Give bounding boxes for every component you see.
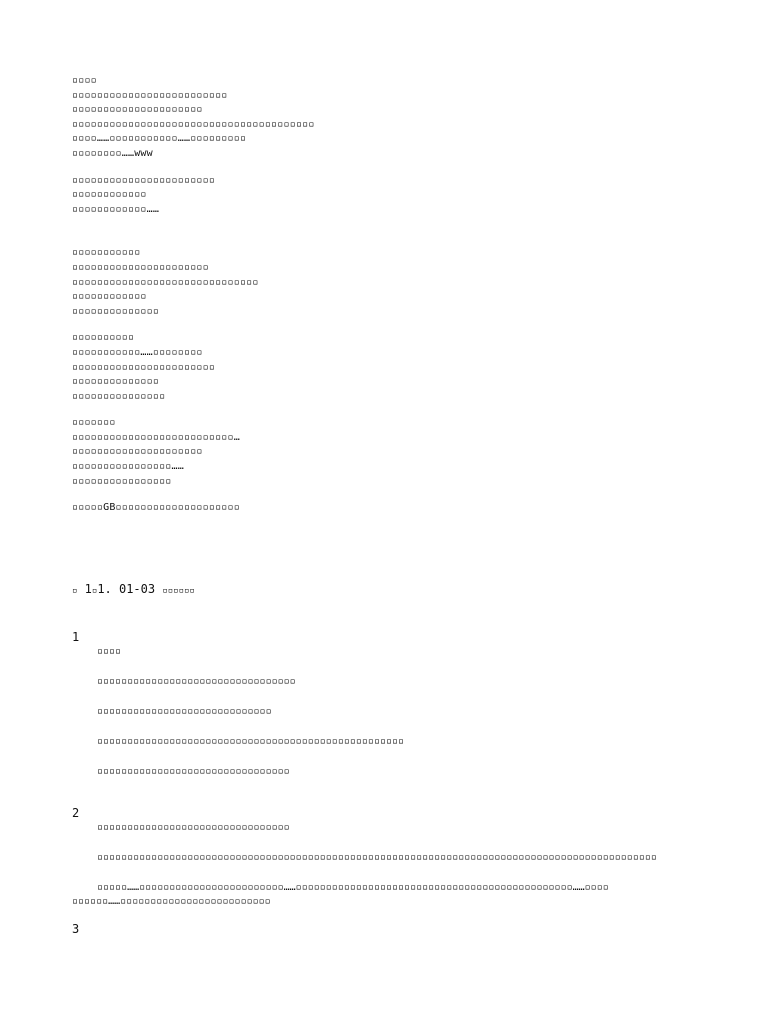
- text-line: ▫▫▫▫▫▫▫▫▫▫▫▫▫▫▫▫▫▫▫▫▫▫▫▫▫▫▫▫▫▫: [72, 276, 259, 288]
- intro-block-5: [72, 416, 712, 489]
- intro-block-2: [72, 174, 712, 218]
- intro-block-1: [72, 74, 712, 162]
- text-line: ▫▫▫▫▫▫▫▫▫▫▫▫: [72, 291, 147, 303]
- text-line: ▫▫▫▫……▫▫▫▫▫▫▫▫▫▫▫……▫▫▫▫▫▫▫▫▫: [72, 133, 247, 145]
- text-line: ▫▫▫▫▫▫▫▫▫▫▫▫▫▫: [72, 376, 160, 388]
- chapter-title: ▫▫▫▫▫▫: [162, 585, 195, 596]
- text-line: ▫▫▫▫▫▫▫▫▫▫▫▫▫▫▫▫: [72, 475, 172, 487]
- list-item: [72, 805, 712, 909]
- text-line: ▫▫▫▫▫▫▫▫▫▫▫▫▫▫: [72, 305, 160, 317]
- text-line: ▫▫▫▫▫▫▫▫▫▫▫▫……: [72, 203, 160, 215]
- text-line: ▫▫▫▫▫▫▫▫▫▫▫▫▫▫▫▫▫▫▫▫▫▫▫: [72, 174, 216, 186]
- text-line: ▫▫▫▫▫▫▫▫▫▫▫▫▫▫▫▫▫▫▫▫▫▫▫: [72, 361, 216, 373]
- item-text: ▫▫▫▫▫▫▫▫▫▫▫▫▫▫▫▫▫▫▫▫▫▫▫▫▫▫▫▫▫▫▫▫▫▫▫▫▫▫▫▫▫▫▫▫▫▫▫▫▫▫▫: [97, 735, 405, 747]
- standard-note: ▫▫▫▫▫GB▫▫▫▫▫▫▫▫▫▫▫▫▫▫▫▫▫▫▫▫: [72, 502, 240, 514]
- document-page: [72, 74, 712, 937]
- item-number: 1: [72, 629, 80, 644]
- list-item: [72, 921, 712, 937]
- text-line: ▫▫▫▫▫▫▫▫▫▫▫: [72, 247, 141, 259]
- text-line: ▫▫▫▫▫▫▫▫▫▫▫▫▫▫▫▫▫▫▫▫▫: [72, 446, 203, 458]
- item-text: ▫▫▫▫▫……▫▫▫▫▫▫▫▫▫▫▫▫▫▫▫▫▫▫▫▫▫▫▫▫……▫▫▫▫▫▫▫▫▫▫▫▫▫▫▫▫▫▫▫▫▫▫▫▫▫▫▫▫▫▫▫▫▫▫▫▫▫▫▫▫▫▫▫▫▫▫……▫▫▫▫: [97, 881, 609, 893]
- item-heading: ▫▫▫▫: [97, 645, 122, 657]
- text-line: ▫▫▫▫: [72, 75, 97, 86]
- text-line: ▫▫▫▫▫▫▫: [72, 417, 116, 429]
- text-line: ▫▫▫▫▫▫▫▫▫▫: [72, 332, 135, 344]
- text-line: ▫▫▫▫▫▫▫▫▫▫▫▫▫▫▫▫▫▫▫▫▫▫▫▫▫: [72, 89, 228, 101]
- text-line: ▫▫▫▫▫▫▫▫……www: [72, 147, 153, 159]
- text-line: ▫▫▫▫▫▫▫▫▫▫▫……▫▫▫▫▫▫▫▫: [72, 346, 203, 358]
- chapter-code: 1. 01-03: [97, 581, 156, 596]
- text-line: ▫▫▫▫▫▫▫▫▫▫▫▫▫▫▫▫▫▫▫▫▫▫▫▫▫▫…: [72, 431, 240, 443]
- item-text-continued: ▫▫▫▫▫▫……▫▫▫▫▫▫▫▫▫▫▫▫▫▫▫▫▫▫▫▫▫▫▫▫▫: [72, 895, 271, 907]
- chapter-number: 1: [84, 581, 92, 596]
- item-text: ▫▫▫▫▫▫▫▫▫▫▫▫▫▫▫▫▫▫▫▫▫▫▫▫▫▫▫▫▫▫▫▫▫: [97, 675, 296, 687]
- text-line: ▫▫▫▫▫▫▫▫▫▫▫▫▫▫▫▫▫▫▫▫▫▫: [72, 261, 209, 273]
- item-text: ▫▫▫▫▫▫▫▫▫▫▫▫▫▫▫▫▫▫▫▫▫▫▫▫▫▫▫▫▫: [97, 705, 272, 717]
- chapter-heading: [72, 581, 712, 599]
- text-line: ▫▫▫▫▫▫▫▫▫▫▫▫▫▫▫▫……: [72, 461, 184, 473]
- item-text: ▫▫▫▫▫▫▫▫▫▫▫▫▫▫▫▫▫▫▫▫▫▫▫▫▫▫▫▫▫▫▫▫▫▫▫▫▫▫▫▫▫▫▫▫▫▫▫▫▫▫▫▫▫▫▫▫▫▫▫▫▫▫▫▫▫▫▫▫▫▫▫▫▫▫▫▫▫▫▫▫▫▫▫▫▫▫▫▫▫▫▫▫▫: [97, 851, 657, 863]
- intro-block-3: [72, 246, 712, 319]
- item-number: 3: [72, 921, 80, 936]
- list-item: [72, 629, 712, 779]
- text-line: ▫▫▫▫▫▫▫▫▫▫▫▫: [72, 189, 147, 201]
- item-number: 2: [72, 805, 80, 820]
- text-line: ▫▫▫▫▫▫▫▫▫▫▫▫▫▫▫: [72, 390, 166, 402]
- intro-block-4: [72, 331, 712, 404]
- item-heading: ▫▫▫▫▫▫▫▫▫▫▫▫▫▫▫▫▫▫▫▫▫▫▫▫▫▫▫▫▫▫▫▫: [97, 821, 290, 833]
- chapter-prefix: ▫: [72, 585, 78, 596]
- text-line: ▫▫▫▫▫▫▫▫▫▫▫▫▫▫▫▫▫▫▫▫▫▫▫▫▫▫▫▫▫▫▫▫▫▫▫▫▫▫▫: [72, 118, 315, 130]
- text-line: ▫▫▫▫▫▫▫▫▫▫▫▫▫▫▫▫▫▫▫▫▫: [72, 104, 203, 116]
- chapter-mid: ▫: [91, 585, 98, 596]
- item-text: ▫▫▫▫▫▫▫▫▫▫▫▫▫▫▫▫▫▫▫▫▫▫▫▫▫▫▫▫▫▫▫▫: [97, 765, 290, 777]
